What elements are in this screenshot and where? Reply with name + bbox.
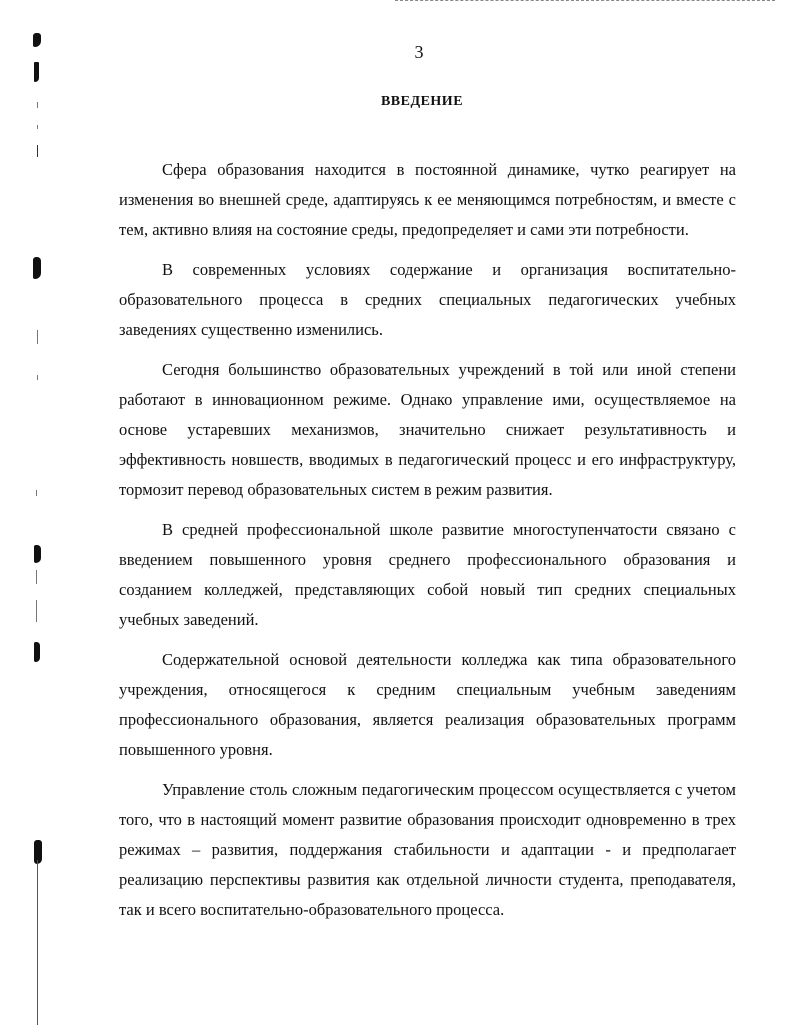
paragraph: В средней профессиональной школе развитие многоступенчатости связано с введением повышенного уровня среднего профессионального образования и созданием колледжей, представляющих собой новый тип средних специальных учебных заведений.	[119, 520, 736, 629]
scan-mark	[34, 62, 39, 82]
paragraph: В современных условиях содержание и организация воспитательно-образовательного процесса в средних специальных педагогических учебных заведениях существенно изменились.	[119, 260, 736, 339]
scan-tick	[36, 570, 37, 584]
page-number: 3	[414, 42, 424, 62]
section-heading: ВВЕДЕНИЕ	[380, 94, 464, 109]
scan-tick	[37, 330, 38, 344]
scan-tick	[37, 145, 38, 157]
scan-edge-line	[37, 860, 38, 1025]
scan-mark	[34, 840, 42, 864]
paragraph: Содержательной основой деятельности колледжа как типа образовательного учреждения, относящегося к средним специальным учебным заведениям профессионального образования, является реализация образовательных программ повышенного уровня.	[119, 650, 736, 759]
scan-tick	[36, 600, 37, 622]
scan-tick	[37, 375, 38, 380]
scan-top-rule	[395, 0, 775, 1]
body-text	[119, 155, 736, 935]
paragraph: Сегодня большинство образовательных учреждений в той или иной степени работают в инновационном режиме. Однако управление ими, осуществляемое на основе устаревших механизмов, значительно снижает результативность и эффективность новшеств, вводимых в педагогический процесс и его инфраструктуру, тормозит перевод образовательных систем в режим развития.	[119, 360, 736, 499]
paragraph: Сфера образования находится в постоянной динамике, чутко реагирует на изменения во внешней среде, адаптируясь к ее меняющимся потребностям, и вместе с тем, активно влияя на состояние среды, предопределяет и сами эти потребности.	[119, 160, 736, 239]
scan-tick	[36, 490, 37, 496]
paragraph: Управление столь сложным педагогическим процессом осуществляется с учетом того, что в настоящий момент развитие образования происходит одновременно в трех режимах – развития, поддержания стабильности и адаптации - и предполагает реализацию перспективы развития как отдельной личности студента, преподавателя, так и всего воспитательно-образовательного процесса.	[119, 780, 736, 919]
scan-tick	[37, 125, 38, 129]
scan-mark	[34, 642, 40, 662]
scan-mark	[34, 545, 41, 563]
scan-mark	[33, 257, 41, 279]
